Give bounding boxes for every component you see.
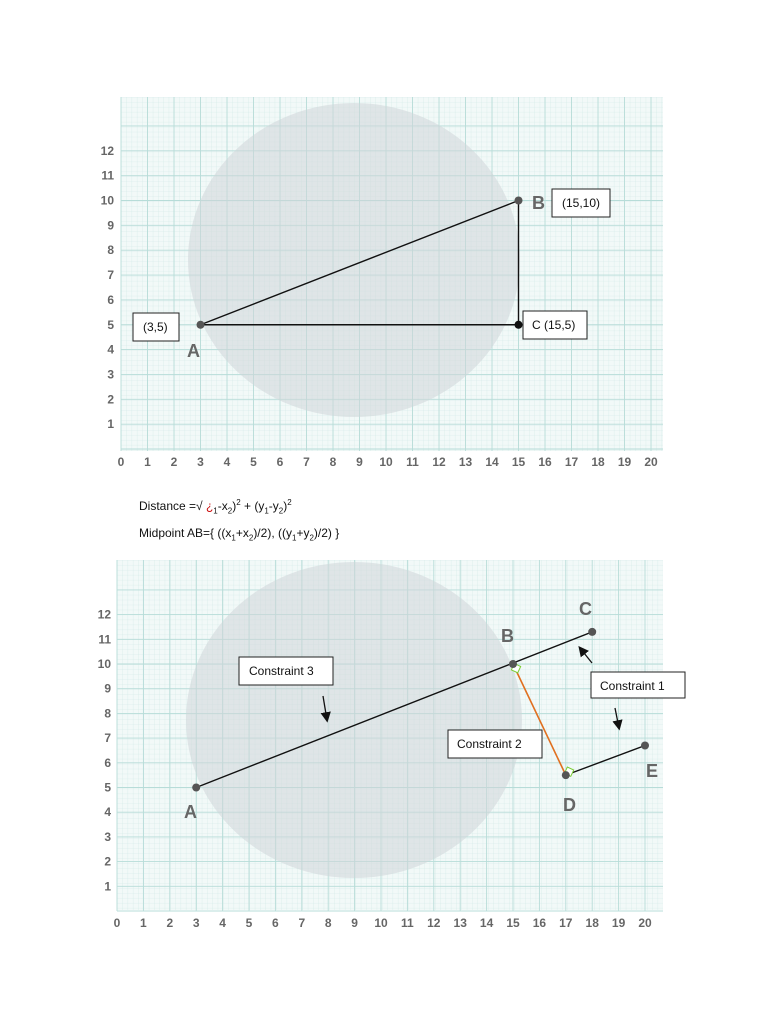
x-tick-label: 2: [166, 916, 174, 930]
y-tick-label: 4: [107, 342, 114, 357]
y-tick-label: 11: [98, 632, 111, 647]
x-tick-label: 1: [140, 916, 147, 930]
x-tick-label: 5: [250, 455, 257, 469]
y-tick-label: 8: [104, 706, 111, 721]
midpoint-formula: Midpoint AB={ $((x_1+x_2)/2)$, $((y_1+y_2)/2)$ }: [139, 526, 340, 543]
x-tick-label: 14: [479, 916, 494, 930]
x-tick-label: 18: [585, 916, 599, 930]
x-tick-label: 14: [485, 455, 499, 469]
svg-text:Constraint 3: Constraint 3: [249, 664, 314, 678]
y-tick-label: 8: [107, 243, 114, 258]
x-tick-label: 8: [324, 916, 332, 930]
y-axis-ticks: [98, 608, 112, 894]
y-tick-label: 3: [107, 367, 114, 382]
x-tick-label: 9: [351, 916, 358, 930]
x-tick-label: 19: [617, 455, 632, 469]
x-tick-label: 13: [458, 455, 473, 469]
distance-formula: Distance =√ ¿$_1-x_2)^2 + (y_1-y_2)^2$: [139, 498, 292, 516]
y-tick-label: 3: [104, 829, 111, 844]
y-tick-label: 5: [107, 317, 114, 332]
x-tick-label: 3: [197, 455, 204, 469]
y-tick-label: 1: [107, 417, 114, 432]
x-tick-label: 15: [511, 455, 526, 469]
x-tick-label: 0: [113, 916, 121, 930]
x-tick-label: 19: [611, 916, 626, 930]
x-tick-label: 16: [532, 916, 547, 930]
callout-a: [133, 313, 179, 341]
label-a: A: [187, 341, 200, 361]
callout-constraint-1: [591, 672, 685, 698]
x-tick-label: 12: [432, 455, 446, 469]
x-tick-label: 10: [374, 916, 388, 930]
y-tick-label: 10: [97, 657, 111, 671]
x-tick-label: 7: [298, 916, 306, 930]
point-a: [197, 321, 205, 329]
x-tick-label: 6: [272, 916, 279, 930]
x-tick-label: 18: [591, 455, 605, 469]
label-e: E: [646, 761, 659, 781]
y-tick-label: 11: [101, 168, 114, 183]
x-tick-label: 15: [506, 916, 520, 930]
x-axis-ticks: [114, 916, 652, 930]
x-tick-label: 11: [401, 916, 414, 930]
x-tick-label: 9: [356, 455, 363, 469]
x-tick-label: 20: [644, 455, 658, 469]
x-tick-label: 12: [427, 916, 441, 930]
point-b: [509, 660, 517, 668]
y-tick-label: 7: [104, 731, 111, 746]
x-tick-label: 17: [559, 916, 573, 930]
callout-b: [552, 189, 610, 217]
point-a: [192, 784, 200, 792]
x-axis-ticks: [118, 455, 658, 469]
diagram-2: [0, 540, 768, 1024]
circle: [188, 103, 520, 417]
point-e: [641, 742, 649, 750]
y-tick-label: 6: [107, 292, 114, 307]
circle: [186, 562, 522, 878]
x-tick-label: 17: [564, 455, 579, 469]
x-tick-label: 2: [170, 455, 178, 469]
label-c: C: [579, 599, 592, 619]
x-tick-label: 7: [303, 455, 310, 469]
svg-text:C (15,5): C (15,5): [532, 318, 576, 332]
label-b: B: [532, 193, 545, 213]
x-tick-label: 4: [223, 455, 231, 469]
x-tick-label: 8: [329, 455, 337, 469]
y-tick-label: 12: [97, 607, 111, 622]
x-tick-label: 11: [406, 455, 419, 469]
y-tick-label: 6: [104, 755, 111, 770]
callout-constraint-2: [448, 730, 542, 758]
point-b: [515, 197, 523, 205]
y-tick-label: 12: [100, 143, 114, 158]
x-tick-label: 13: [453, 916, 467, 930]
point-c: [588, 628, 596, 636]
x-tick-label: 6: [276, 455, 284, 469]
x-tick-label: 4: [219, 916, 226, 930]
y-tick-label: 5: [104, 780, 111, 795]
label-d: D: [563, 795, 576, 815]
y-tick-label: 9: [104, 681, 111, 696]
x-tick-label: 10: [379, 455, 393, 469]
x-tick-label: 16: [538, 455, 552, 469]
y-tick-label: 2: [104, 854, 111, 869]
x-tick-label: 5: [245, 916, 253, 930]
callout-c: [523, 311, 587, 339]
svg-text:Constraint 2: Constraint 2: [457, 737, 522, 751]
x-tick-label: 20: [638, 916, 652, 930]
label-a: A: [184, 802, 197, 822]
y-tick-label: 9: [107, 218, 114, 233]
callout-constraint-3: [239, 657, 333, 685]
label-b: B: [501, 626, 514, 646]
y-tick-label: 7: [107, 268, 114, 283]
y-tick-label: 1: [104, 879, 111, 894]
diagram-1: [0, 0, 768, 480]
point-d: [562, 771, 570, 779]
x-tick-label: 3: [192, 916, 200, 930]
y-axis-ticks: [101, 144, 115, 431]
y-tick-label: 4: [104, 805, 111, 820]
y-tick-label: 2: [107, 392, 114, 407]
svg-text:(15,10): (15,10): [562, 196, 601, 210]
x-tick-label: 1: [144, 455, 151, 469]
point-c: [515, 321, 523, 329]
x-tick-label: 0: [117, 455, 125, 469]
svg-text:Constraint 1: Constraint 1: [600, 679, 665, 693]
y-tick-label: 10: [100, 193, 114, 208]
svg-text:(3,5): (3,5): [143, 320, 168, 334]
